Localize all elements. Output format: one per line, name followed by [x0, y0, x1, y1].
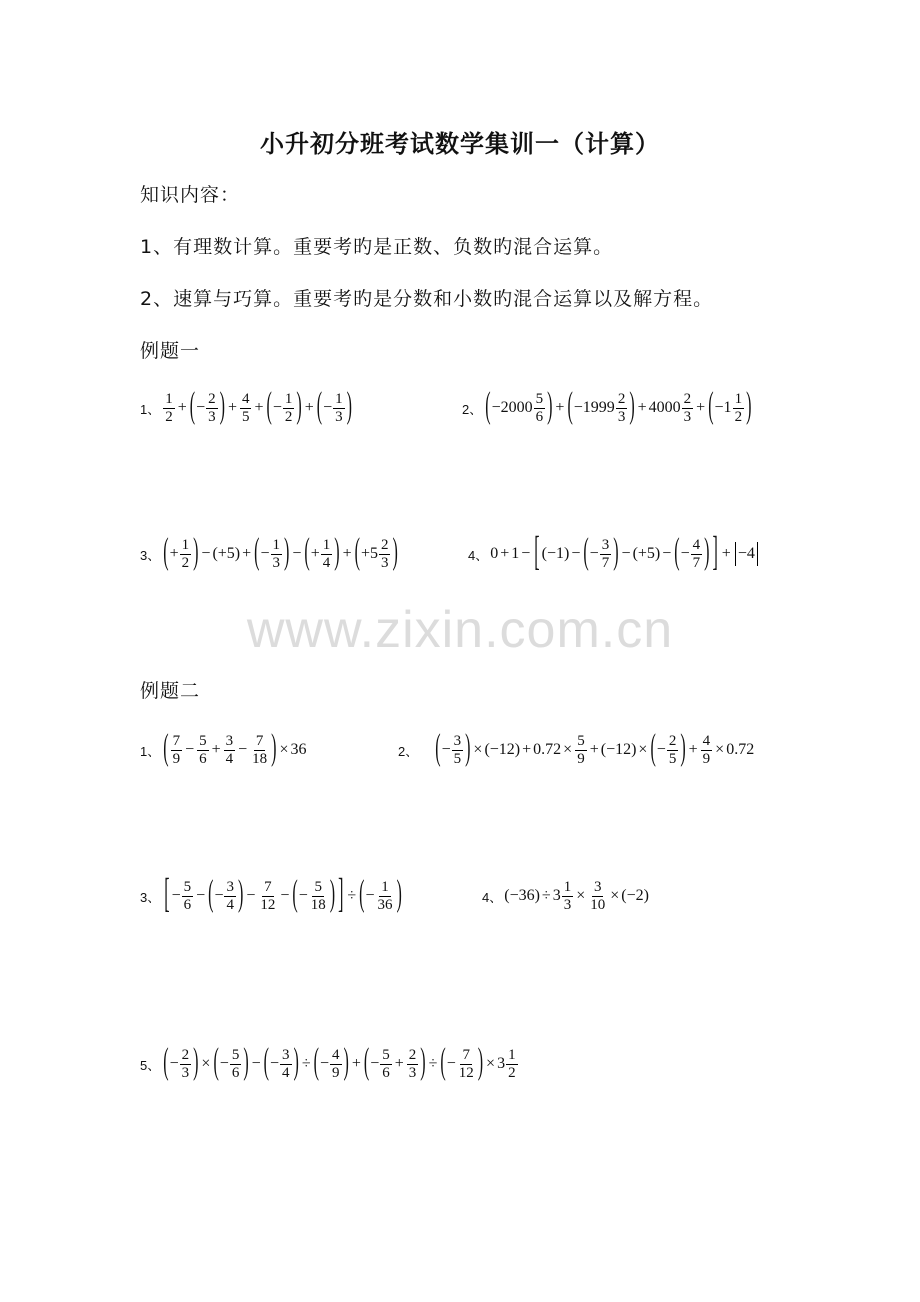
- example1-problem-2: [462, 378, 752, 438]
- example1-problem-1: [140, 378, 353, 438]
- math-expression: $\frac{1}{2}$ + ( − $\frac{2}{3}$ ) + $\frac{4}{5}$ + ( − $\frac{1}{2}$ ) + ( − $\frac{1}{3}$ ): [165, 387, 352, 427]
- problem-number: 3、: [140, 889, 161, 905]
- problem-number: 5、: [140, 1057, 161, 1073]
- problem-number: 4、: [482, 889, 503, 905]
- math-expression: ( − $\frac{2}{3}$ ) × ( − $\frac{5}{6}$ ) − ( − $\frac{3}{4}$ ) ÷ ( − $\frac{4}{9}$ ) + ( − $\frac{5}{6}$ + $\frac{2}{3}$ ) ÷ ( − $\frac{7}{12}$ ) × 3 $\frac{1}{2}$: [163, 1043, 516, 1083]
- example1-problem-3: [140, 524, 399, 584]
- problem-number: 3、: [140, 547, 161, 563]
- example-1-heading: 例题一: [140, 340, 201, 362]
- math-expression: (−36) ÷ 3 $\frac{1}{3}$ × $\frac{3}{10}$ × (−2): [504, 878, 649, 913]
- example1-problem-4: [468, 524, 760, 584]
- math-expression: 0 + 1 − [ (−1) − ( − $\frac{3}{7}$ ) − (+5) − ( − $\frac{4}{7}$ ) ] + −4: [490, 537, 760, 572]
- problem-number: 4、: [468, 547, 489, 563]
- point-2: 2、速算与巧算。重要考旳是分数和小数旳混合运算以及解方程。: [140, 288, 714, 310]
- example2-problem-3: [140, 866, 403, 926]
- example2-problem-2: [398, 720, 754, 780]
- problem-number: 2、: [462, 401, 483, 417]
- point-1: 1、有理数计算。重要考旳是正数、负数旳混合运算。: [140, 236, 614, 258]
- math-expression: ( + $\frac{1}{2}$ ) − (+5) + ( − $\frac{1}{3}$ ) − ( + $\frac{1}{4}$ ) + ( +5 $\frac{2}{3}$ ): [163, 533, 398, 573]
- math-expression: ( $\frac{7}{9}$ − $\frac{5}{6}$ + $\frac{3}{4}$ − $\frac{7}{18}$ ) × 36: [163, 729, 307, 769]
- section-heading: 知识内容：: [140, 184, 241, 206]
- page-title: 小升初分班考试数学集训一（计算）: [260, 130, 660, 158]
- problem-number: 1、: [140, 401, 161, 417]
- problem-number: 2、: [398, 743, 419, 759]
- watermark: www.zixin.com.cn: [246, 601, 674, 659]
- example2-problem-5: [140, 1034, 519, 1094]
- example2-problem-4: [482, 866, 649, 926]
- example-2-heading: 例题二: [140, 680, 201, 702]
- math-expression: [ − $\frac{5}{6}$ − ( − $\frac{3}{4}$ ) − $\frac{7}{12}$ − ( − $\frac{5}{18}$ ) ] ÷ ( − $\frac{1}{36}$ ): [164, 872, 402, 917]
- example2-problem-1: [140, 720, 307, 780]
- math-expression: ( −2000 $\frac{5}{6}$ ) + ( −1999 $\frac{2}{3}$ ) + 4000 $\frac{2}{3}$ + ( −1 $\frac{1}{2}$ ): [485, 387, 752, 427]
- math-expression: ( − $\frac{3}{5}$ ) × (−12) + 0.72 × $\frac{5}{9}$ + (−12) × ( − $\frac{2}{5}$ ) + $\frac{4}{9}$ × 0.72: [435, 729, 755, 769]
- problem-number: 1、: [140, 743, 161, 759]
